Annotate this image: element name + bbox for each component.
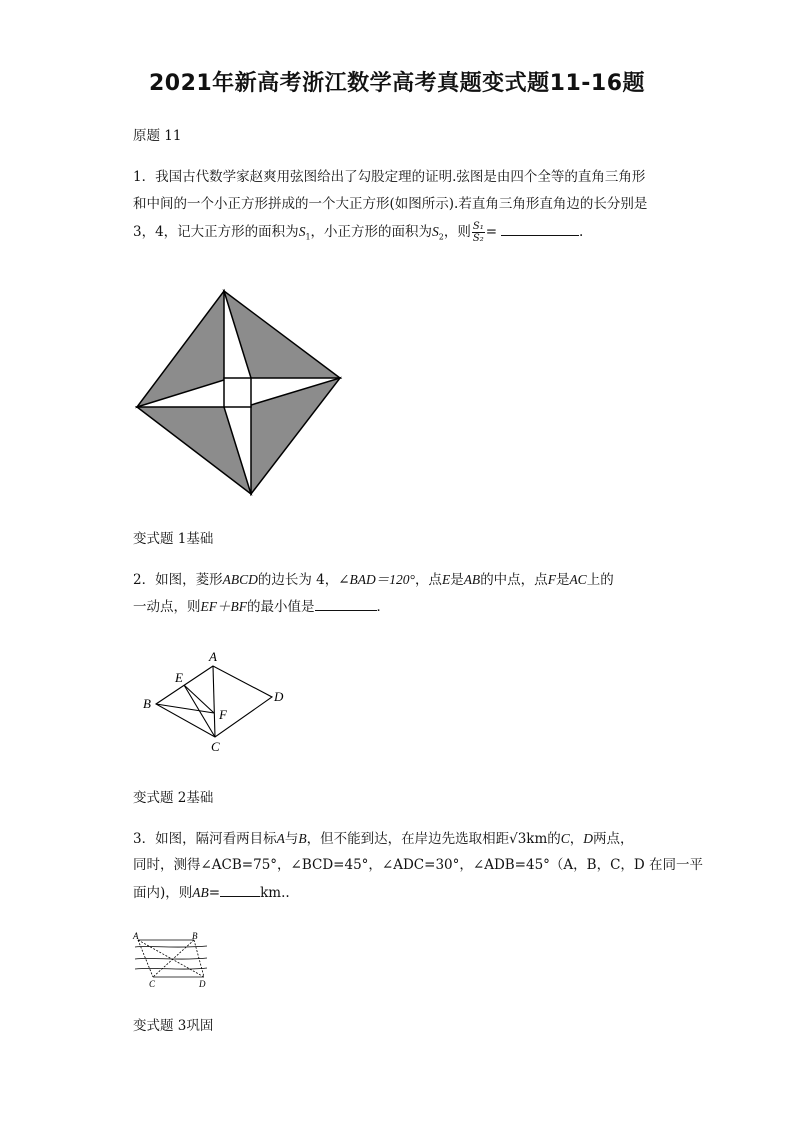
right-triangle-3 (251, 378, 340, 494)
river-label-c: C (149, 979, 156, 989)
q3-text-e: ， (569, 831, 584, 847)
target-a: A (276, 831, 285, 846)
q3-text-a: 3．如图，隔河看两目标 (133, 831, 277, 847)
q3-text-d: 的 (547, 831, 561, 847)
label-f: F (219, 707, 227, 722)
rhombus-figure (136, 645, 296, 757)
q3-line-1 (133, 825, 681, 852)
segment-ab: AB (463, 572, 481, 587)
river-figure (131, 930, 211, 990)
s2-subscript: 2 (438, 232, 444, 242)
river-label-b: B (192, 931, 198, 941)
point-c: C (560, 831, 570, 846)
q3-end: km.. (260, 885, 290, 901)
q1-line-3 (133, 218, 673, 245)
rhombus-name: ABCD (222, 572, 258, 587)
s2-symbol: S (432, 224, 439, 239)
q3-text-g: 面内)，则 (133, 885, 193, 901)
q3-text-f: 两点， (593, 831, 634, 847)
label-c: C (211, 739, 220, 754)
q2-answer-blank[interactable] (315, 596, 377, 611)
variant-2-label: 变式题 2基础 (133, 790, 214, 806)
ef-plus-bf: EF＋BF (200, 599, 247, 614)
q3-answer-blank[interactable] (220, 882, 260, 897)
right-triangle-4 (137, 407, 251, 494)
right-triangle-2 (224, 291, 340, 378)
label-d: D (274, 689, 284, 704)
river-label-a: A (133, 931, 139, 941)
point-e: E (441, 572, 451, 587)
q2-text-i: 的最小值是 (247, 599, 315, 615)
small-square (224, 378, 251, 407)
q3-text-c: ，但不能到达，在岸边先选取相距 (306, 831, 510, 847)
variant-3-label: 变式题 3巩固 (133, 1018, 214, 1034)
question-2 (133, 566, 673, 620)
river-bank-lower (135, 968, 207, 969)
q3-line-3 (133, 879, 681, 906)
q1-text-a: 3，4，记大正方形的面积为 (133, 224, 299, 240)
q3-line-2: 同时，测得∠ACB=75°，∠BCD=45°，∠ADC=30°，∠ADB=45°（A，B，C，D 在同一平 (133, 857, 704, 873)
chord-diagram-figure (130, 285, 346, 501)
q1-line-1: 1．我国古代数学家赵爽用弦图给出了勾股定理的证明.弦图是由四个全等的直角三角形 (133, 169, 646, 185)
label-a: A (209, 649, 217, 664)
target-b: B (298, 831, 307, 846)
q1-line-2: 和中间的一个小正方形拼成的一个大正方形(如图所示).若直角三角形直角边的长分别是 (133, 196, 648, 212)
question-3 (133, 825, 704, 906)
q2-line-2 (133, 593, 673, 620)
fraction-numerator: S₁ (472, 221, 484, 232)
q2-text-g: 上的 (586, 572, 614, 588)
diagonal-ac (213, 666, 215, 737)
s1-over-s2-fraction (472, 221, 485, 244)
q2-text-d: 是 (450, 572, 464, 588)
right-triangle-1 (137, 291, 224, 407)
q1-text-c: ，则 (443, 224, 471, 240)
q1-end: . (579, 224, 584, 240)
label-e: E (175, 670, 183, 685)
label-b: B (143, 696, 151, 711)
segment-ac: AC (569, 572, 587, 587)
river-bank-middle (135, 958, 207, 959)
q1-text-b: ，小正方形的面积为 (310, 224, 433, 240)
q2-text-e: 的中点，点 (480, 572, 548, 588)
q2-line-1 (133, 566, 673, 593)
question-1 (133, 164, 673, 245)
river-label-d: D (199, 979, 206, 989)
s1-symbol: S (298, 224, 306, 239)
page-title: 2021年新高考浙江数学高考真题变式题11-16题 (148, 71, 646, 96)
s1-subscript: 1 (305, 232, 311, 242)
q3-text-b: 与 (284, 831, 299, 847)
q2-text-c: ，点 (414, 572, 442, 588)
q2-text-h: 一动点，则 (133, 599, 201, 615)
original-problem-label: 原题 11 (133, 128, 182, 144)
q3-equals: = (208, 885, 221, 901)
variant-1-label: 变式题 1基础 (133, 531, 214, 547)
point-d: D (583, 831, 594, 846)
q2-text-a: 2．如图，菱形 (133, 572, 223, 588)
q1-equals: = (485, 224, 498, 240)
q2-text-b: 的边长为 4， (257, 572, 339, 588)
q1-answer-blank[interactable] (501, 221, 579, 236)
km-unit: km (526, 831, 548, 847)
point-f: F (547, 572, 556, 587)
fraction-denominator: S₂ (472, 233, 484, 244)
distance-ab: AB (192, 885, 209, 900)
q2-end: ． (376, 599, 390, 615)
angle-bad: ∠BAD＝120° (338, 572, 415, 587)
sqrt-three: √3 (509, 831, 527, 847)
q2-text-f: 是 (555, 572, 570, 588)
